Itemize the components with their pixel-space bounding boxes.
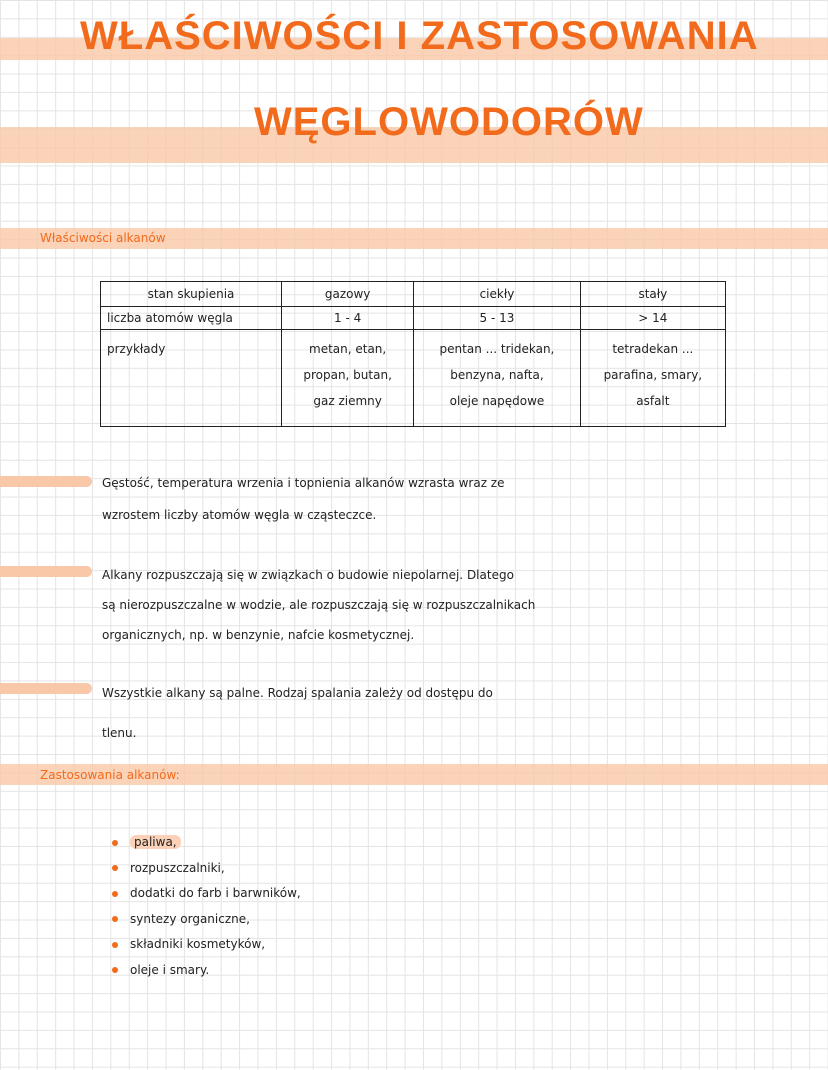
- paragraph-marker-3: [0, 683, 92, 694]
- example-line: propan, butan,: [303, 368, 392, 382]
- example-line: gaz ziemny: [313, 394, 382, 408]
- bullet-icon: [112, 942, 118, 948]
- list-item: [112, 856, 301, 882]
- paragraph-marker-2: [0, 566, 92, 577]
- list-item-text: paliwa,: [130, 835, 181, 849]
- table-row: [101, 330, 726, 427]
- list-item: [112, 932, 301, 958]
- example-line: benzyna, nafta,: [450, 368, 544, 382]
- states-table: [100, 281, 726, 427]
- list-item-text: dodatki do farb i barwników,: [130, 886, 301, 900]
- table-cell-solid-examples: [580, 330, 725, 427]
- section-heading-uses: Zastosowania alkanów:: [40, 768, 180, 782]
- section-heading-properties: Właściwości alkanów: [40, 231, 166, 245]
- uses-list: [112, 830, 301, 983]
- table-header-gas: gazowy: [282, 282, 414, 307]
- paragraph-3-line-2: tlenu.: [102, 726, 137, 740]
- paragraph-2-line-1: Alkany rozpuszczają się w związkach o budowie niepolarnej. Dlatego: [102, 568, 514, 582]
- table-cell: > 14: [580, 307, 725, 330]
- table-header-state: stan skupienia: [101, 282, 282, 307]
- table-cell: 1 - 4: [282, 307, 414, 330]
- list-item: [112, 830, 301, 856]
- list-item: [112, 881, 301, 907]
- example-line: parafina, smary,: [603, 368, 703, 382]
- table-row: [101, 307, 726, 330]
- paragraph-1-line-2: wzrostem liczby atomów węgla w cząsteczce.: [102, 508, 377, 522]
- paragraph-marker-1: [0, 476, 92, 487]
- table-label-examples: przykłady: [101, 330, 282, 427]
- list-item: [112, 958, 301, 984]
- page-title-line2: WĘGLOWODORÓW: [254, 100, 644, 144]
- table-header-solid: stały: [580, 282, 725, 307]
- example-line: asfalt: [636, 394, 670, 408]
- bullet-icon: [112, 916, 118, 922]
- list-item-text: rozpuszczalniki,: [130, 860, 225, 875]
- paragraph-1-line-1: Gęstość, temperatura wrzenia i topnienia alkanów wzrasta wraz ze: [102, 476, 505, 490]
- bullet-icon: [112, 865, 118, 871]
- list-item-text: składniki kosmetyków,: [130, 937, 266, 951]
- bullet-icon: [112, 967, 118, 973]
- paragraph-2-line-2: są nierozpuszczalne w wodzie, ale rozpuszczają się w rozpuszczalnikach: [102, 598, 536, 612]
- example-line: tetradekan ...: [612, 342, 694, 356]
- example-line: metan, etan,: [309, 342, 387, 356]
- example-line: pentan ... tridekan,: [439, 342, 555, 356]
- table-cell: 5 - 13: [414, 307, 580, 330]
- paragraph-3-line-1: Wszystkie alkany są palne. Rodzaj spalania zależy od dostępu do: [102, 686, 493, 700]
- list-item: [112, 907, 301, 933]
- bullet-icon: [112, 891, 118, 897]
- list-item-text: oleje i smary.: [130, 962, 210, 977]
- list-item-text: syntezy organiczne,: [130, 911, 250, 926]
- table-header-liquid: ciekły: [414, 282, 580, 307]
- page-title-line1: WŁAŚCIWOŚCI I ZASTOSOWANIA: [80, 14, 759, 58]
- table-label-carbon: liczba atomów węgla: [101, 307, 282, 330]
- paragraph-2-line-3: organicznych, np. w benzynie, nafcie kosmetycznej.: [102, 628, 415, 642]
- table-cell-liquid-examples: [414, 330, 580, 427]
- example-line: oleje napędowe: [449, 394, 545, 408]
- table-row: [101, 282, 726, 307]
- bullet-icon: [112, 840, 118, 846]
- table-cell-gas-examples: [282, 330, 414, 427]
